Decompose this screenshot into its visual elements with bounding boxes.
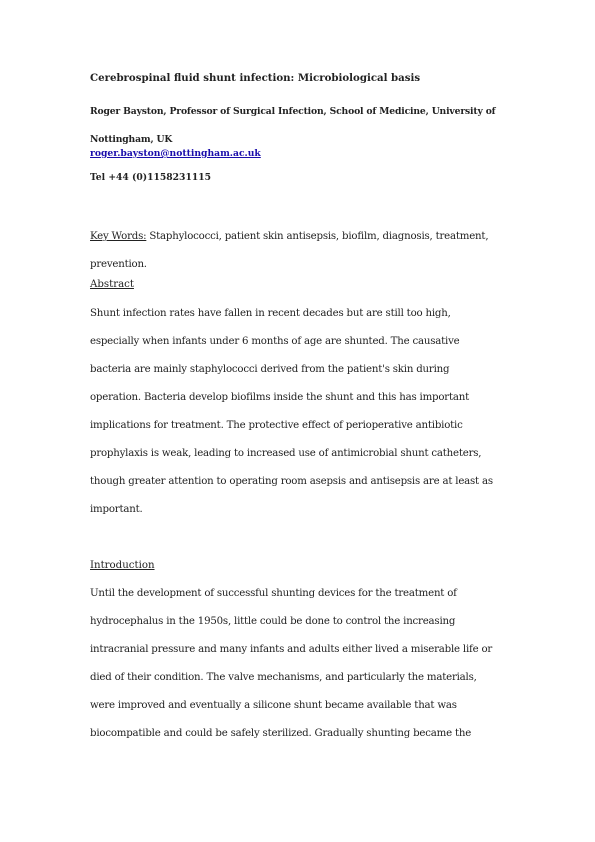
introduction-line: died of their condition. The valve mechanisms, and particularly the materials, — [90, 672, 477, 683]
abstract-line: bacteria are mainly staphylococci derived from the patient's skin during — [90, 364, 450, 375]
author-affiliation — [90, 98, 510, 154]
keywords-line-2: prevention. — [90, 259, 147, 270]
introduction-heading: Introduction — [90, 560, 155, 571]
keywords-text: Staphylococci, patient skin antisepsis, biofilm, diagnosis, treatment, — [146, 231, 489, 242]
author-email-link[interactable]: roger.bayston@nottingham.ac.uk — [90, 148, 261, 159]
paper-title: Cerebrospinal fluid shunt infection: Microbiological basis — [90, 72, 421, 84]
introduction-paragraph — [90, 580, 510, 748]
abstract-line: operation. Bacteria develop biofilms inside the shunt and this has important — [90, 392, 469, 403]
keywords-line-1 — [90, 223, 510, 251]
author-line-1: Roger Bayston, Professor of Surgical Infection, School of Medicine, University of — [90, 106, 496, 117]
abstract-line: though greater attention to operating room asepsis and antisepsis are at least as — [90, 476, 493, 487]
abstract-line: Shunt infection rates have fallen in recent decades but are still too high, — [90, 308, 451, 319]
introduction-line: intracranial pressure and many infants and adults either lived a miserable life or — [90, 644, 493, 655]
author-line-2: Nottingham, UK — [90, 134, 173, 145]
introduction-line: hydrocephalus in the 1950s, little could be done to control the increasing — [90, 616, 456, 627]
introduction-line: were improved and eventually a silicone shunt became available that was — [90, 700, 457, 711]
abstract-line: implications for treatment. The protective effect of perioperative antibiotic — [90, 420, 463, 431]
abstract-line: important. — [90, 504, 143, 515]
introduction-line: biocompatible and could be safely sterilized. Gradually shunting became the — [90, 728, 472, 739]
author-telephone: Tel +44 (0)1158231115 — [90, 172, 212, 183]
abstract-line: prophylaxis is weak, leading to increased use of antimicrobial shunt catheters, — [90, 448, 482, 459]
abstract-line: especially when infants under 6 months of age are shunted. The causative — [90, 336, 460, 347]
keywords — [90, 223, 510, 279]
introduction-line: Until the development of successful shunting devices for the treatment of — [90, 588, 457, 599]
abstract-paragraph — [90, 300, 510, 524]
abstract-heading: Abstract — [90, 279, 134, 290]
keywords-label: Key Words: — [90, 231, 147, 242]
